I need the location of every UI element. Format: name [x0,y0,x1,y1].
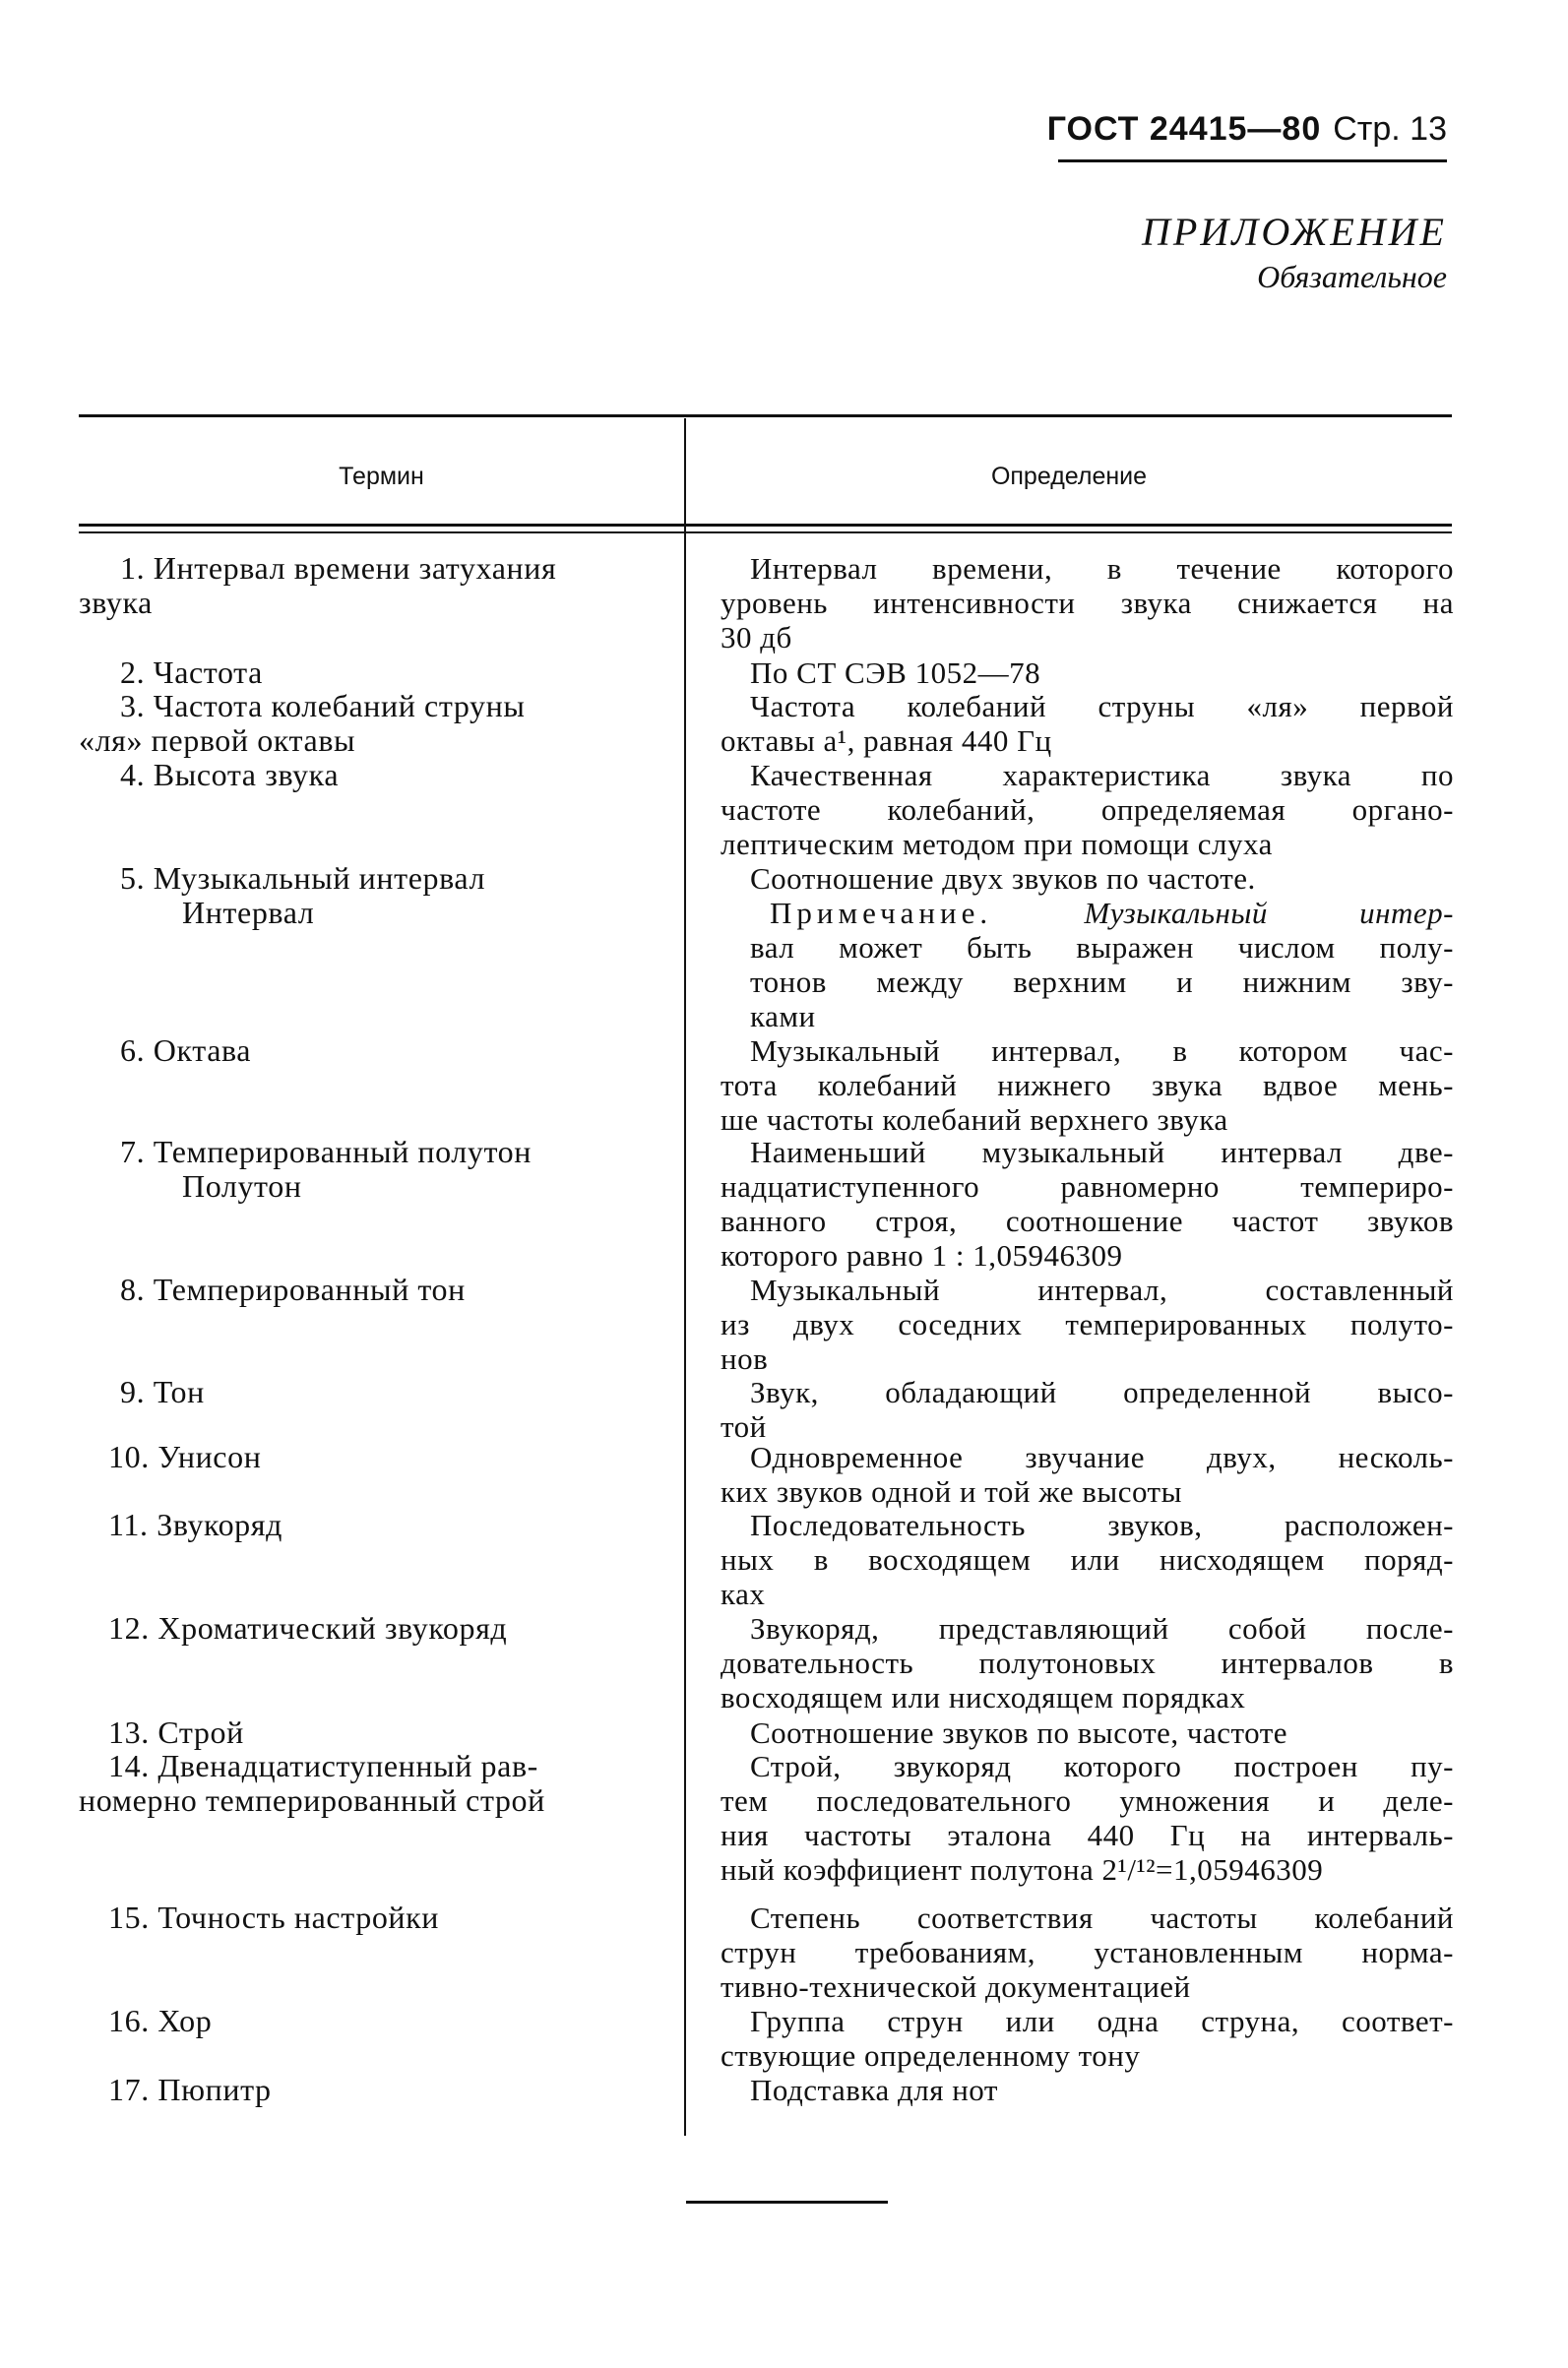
definition-line: ных в восходящем или нисходящем поряд- [721,1542,1454,1577]
definition-line: октавы a¹, равная 440 Гц [721,723,1052,758]
term-cell [79,861,679,930]
definition-cell [721,1135,1454,1273]
term-cell [79,758,679,792]
term-cell [79,2004,679,2038]
definition-line: Степень соответствия частоты колебаний [750,1901,1454,1935]
header-underline [1058,159,1447,162]
term-cell [79,1135,679,1204]
definition-cell [721,861,1454,1033]
definition-line: Интервал времени, в течение которого [750,551,1454,586]
definition-line: из двух соседних темперированных полуто- [721,1307,1454,1341]
definition-line: Музыкальный интервал, в котором час- [750,1033,1454,1068]
term-cell [79,551,679,620]
term-cell [79,655,679,690]
definition-line: По СТ СЭВ 1052—78 [750,655,1041,690]
term-line: звука [79,585,153,620]
term-line: 1. Интервал времени затухания [120,550,557,586]
term-cell [79,1375,679,1409]
definition-line: восходящем или нисходящем порядках [721,1680,1246,1714]
definition-cell [721,1901,1454,2004]
definition-cell [721,1749,1454,1887]
note-text: Музыкальный интер- [992,896,1454,930]
column-header-term: Термин [339,463,424,490]
term-line: «ля» первой октавы [79,722,356,758]
term-line: 7. Темперированный полутон [120,1134,532,1169]
definition-line: довательность полутоновых интервалов в [721,1646,1454,1680]
term-cell [79,2073,679,2107]
note-label: Примечание. [770,896,993,930]
term-line: 3. Частота колебаний струны [120,688,526,723]
definition-line: Звукоряд, представляющий собой после- [750,1611,1454,1646]
term-line: 14. Двенадцатиступенный рав- [108,1748,538,1783]
definition-cell [721,758,1454,861]
term-cell [79,1901,679,1935]
term-line: 13. Строй [108,1714,244,1750]
term-cell [79,1749,679,1818]
term-line: Интервал [182,895,315,930]
document-id: ГОСТ 24415—80 [1046,110,1322,148]
term-line: 15. Точность настройки [108,1900,440,1935]
term-line: номерно темперированный строй [79,1782,545,1818]
term-line: 8. Темперированный тон [120,1272,466,1307]
definition-line: ванного строя, соотношение частот звуков [721,1204,1454,1238]
term-cell [79,1033,679,1068]
definition-cell [721,2073,1454,2107]
footer-rule [686,2201,888,2204]
page-number: Стр. 13 [1333,110,1447,148]
definition-line: Последовательность звуков, расположен- [750,1508,1454,1542]
definition-line: ких звуков одной и той же высоты [721,1474,1182,1509]
definition-line: лептическим методом при помощи слуха [721,827,1273,861]
term-cell [79,1440,679,1474]
note-line: вал может быть выражен числом полу- [750,930,1454,965]
term-cell [79,1611,679,1646]
definition-cell [721,689,1454,758]
definition-line: Звук, обладающий определенной высо- [750,1375,1454,1409]
definition-cell [721,1375,1454,1444]
definition-line: Соотношение двух звуков по частоте. [750,861,1256,896]
definition-line: тивно-технической документацией [721,1969,1191,2004]
definition-line: нов [721,1341,769,1376]
definition-cell [721,1508,1454,1611]
definition-line: Подставка для нот [750,2073,998,2107]
definition-line: Группа струн или одна струна, соответ- [750,2004,1454,2038]
header-separator-rule [79,524,1452,527]
appendix-heading [984,209,1447,295]
column-divider [684,418,686,2136]
definition-line: Строй, звукоряд которого построен пу- [750,1749,1454,1783]
definition-line: тем последовательного умножения и деле- [721,1783,1454,1818]
term-line: 16. Хор [108,2003,213,2038]
definition-line: ше частоты колебаний верхнего звука [721,1102,1228,1137]
definition-cell [721,1611,1454,1714]
definition-cell [721,1273,1454,1376]
term-line: 10. Унисон [108,1439,262,1474]
term-cell [79,1508,679,1542]
definition-cell [721,655,1454,690]
definition-line: Соотношение звуков по высоте, частоте [750,1715,1288,1750]
term-cell [79,1273,679,1307]
page-header [984,110,1447,149]
definition-line: ный коэффициент полутона 2¹/¹²=1,05946309 [721,1852,1324,1887]
table-top-rule [79,414,1452,417]
term-line: 11. Звукоряд [108,1507,282,1542]
definition-line: которого равно 1 : 1,05946309 [721,1238,1123,1273]
term-line: 17. Пюпитр [108,2072,272,2107]
definition-line: струн требованиям, установленным норма- [721,1935,1454,1969]
definition-line: Частота колебаний струны «ля» первой [750,689,1454,723]
definition-line: ния частоты эталона 440 Гц на интерваль- [721,1818,1454,1852]
appendix-subtitle: Обязательное [1257,259,1447,294]
definition-cell [721,551,1454,654]
definition-line: тота колебаний нижнего звука вдвое мень- [721,1068,1454,1102]
definition-line: частоте колебаний, определяемая органо- [721,792,1454,827]
term-line: 12. Хроматический звукоряд [108,1610,508,1646]
column-header-definition: Определение [990,463,1148,490]
definition-line: Качественная характеристика звука по [750,758,1454,792]
term-cell [79,1715,679,1750]
term-line: 6. Октава [120,1032,252,1068]
header-separator-rule-second [79,531,1452,533]
term-line: 9. Тон [120,1374,205,1409]
note-line: тонов между верхним и нижним зву- [750,965,1454,999]
definition-line: той [721,1409,767,1444]
appendix-title: ПРИЛОЖЕНИЕ [1142,210,1447,254]
note-line [721,896,1454,930]
definition-cell [721,1033,1454,1137]
definition-line: Наименьший музыкальный интервал две- [750,1135,1454,1169]
term-cell [79,689,679,758]
definition-cell [721,2004,1454,2073]
definition-line: надцатиступенного равномерно темпериро- [721,1169,1454,1204]
term-line: 5. Музыкальный интервал [120,860,486,896]
definition-line: ках [721,1577,766,1611]
definition-line: Одновременное звучание двух, несколь- [750,1440,1454,1474]
definition-line: уровень интенсивности звука снижается на [721,586,1454,620]
definition-cell [721,1715,1454,1750]
term-line: 4. Высота звука [120,757,340,792]
definition-line: 30 дб [721,620,792,654]
note-line: ками [750,999,816,1033]
definition-line: ствующие определенному тону [721,2038,1141,2073]
definition-cell [721,1440,1454,1509]
definition-line: Музыкальный интервал, составленный [750,1273,1454,1307]
term-line: 2. Частота [120,654,263,690]
term-line: Полутон [182,1168,302,1204]
